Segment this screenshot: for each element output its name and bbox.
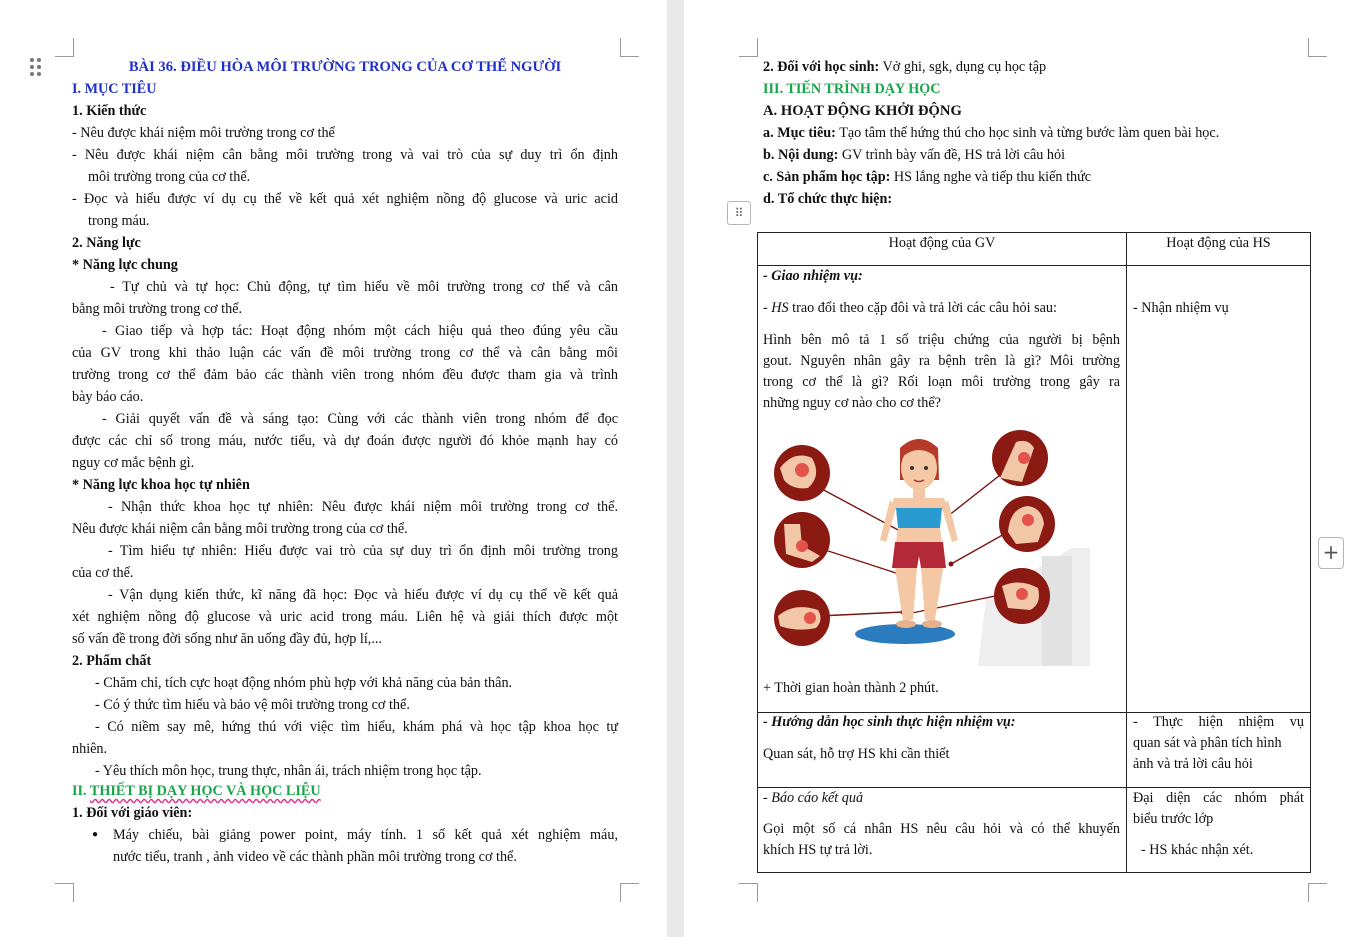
report-results-text-cont: khích HS tự trả lời. <box>763 842 873 858</box>
for-student-line <box>763 56 1046 78</box>
warmup-content-text: GV trình bày vấn đề, HS trả lời câu hỏi <box>838 147 1066 163</box>
student-perform-task-cont: ảnh và trả lời câu hỏi <box>1133 756 1253 772</box>
section-heading-equipment-title: THIẾT BỊ DẠY HỌC VÀ HỌC LIỆU <box>89 783 321 799</box>
warmup-objective-label: a. Mục tiêu: <box>763 125 836 141</box>
symptom-ankle-icon <box>774 512 830 568</box>
heading-science-competence: * Năng lực khoa học tự nhiên <box>72 477 250 493</box>
warmup-product-label: c. Sản phẩm học tập: <box>763 169 891 185</box>
symptom-elbow-icon <box>992 430 1048 486</box>
symptom-hand-icon <box>999 496 1055 552</box>
task-time-limit: + Thời gian hoàn thành 2 phút. <box>763 680 939 696</box>
symptom-toe-icon <box>774 590 830 646</box>
science-competence-1: - Nhận thức khoa học tự nhiên: Nêu được khái niệm môi trường trong cơ thể. <box>108 499 618 515</box>
symptom-wrist-icon <box>994 568 1050 624</box>
heading-knowledge: 1. Kiến thức <box>72 103 147 119</box>
guide-students-title: - Hướng dẫn học sinh thực hiện nhiệm vụ: <box>763 714 1016 730</box>
knowledge-item-2: - Nêu được khái niệm cân bằng môi trường trong và vai trò của sự duy trì ổn định <box>72 147 618 163</box>
person-figure <box>880 439 958 628</box>
task-assign-instruction <box>763 298 1057 319</box>
table-header-student: Hoạt động của HS <box>1166 235 1271 251</box>
knowledge-item-3: - Đọc và hiểu được ví dụ cụ thể về kết quả xét nghiệm nồng độ glucose và uric acid <box>72 191 618 207</box>
science-competence-3-cont: số vấn đề trong đời sống như ăn uống đầy đủ, hợp lí,... <box>72 631 382 647</box>
for-student-text: Vở ghi, sgk, dụng cụ học tập <box>879 59 1047 75</box>
warmup-objective-text: Tạo tâm thế hứng thú cho học sinh và từng bước làm quen bài học. <box>835 125 1220 141</box>
report-results-title: - Báo cáo kết quả <box>763 790 864 806</box>
student-report-cont: biểu trước lớp <box>1133 811 1214 827</box>
table-border <box>1126 232 1127 873</box>
bullet-icon: ● <box>92 829 99 840</box>
warmup-organization-label: d. Tổ chức thực hiện: <box>763 191 893 207</box>
science-competence-3-cont: xét nghiệm nồng độ glucose và uric acid trong máu. Liên hệ và giải thích được một <box>72 609 618 625</box>
task-question: những nguy cơ nào cho cơ thể? <box>763 395 941 411</box>
science-competence-3: - Vận dụng kiến thức, kĩ năng đã học: Đọc và hiểu được ví dụ cụ thể về kết quả <box>108 587 618 603</box>
student-receive-task: - Nhận nhiệm vụ <box>1133 300 1229 316</box>
task-assign-instruction-text: trao đổi theo cặp đôi và trả lời các câu hỏi sau: <box>788 300 1057 316</box>
general-competence-3: - Giải quyết vấn đề và sáng tạo: Cùng với các thành viên trong nhóm để đọc <box>102 411 618 427</box>
general-competence-2-cont: trường trong cơ thể đảm bảo các thành viên trong nhóm đều được tham gia và trình <box>72 367 618 383</box>
warmup-content <box>763 144 1065 166</box>
task-question: Hình bên mô tả 1 số triệu chứng của người bị bệnh <box>763 332 1120 348</box>
task-assign-title: - Giao nhiệm vụ: <box>763 268 863 284</box>
knowledge-item-1: - Nêu được khái niệm môi trường trong cơ thể <box>72 125 335 141</box>
general-competence-3-cont: nguy cơ mắc bệnh gì. <box>72 455 195 471</box>
general-competence-2: - Giao tiếp và hợp tác: Hoạt động nhóm một cách hiệu quả theo đúng yêu cầu <box>102 323 618 339</box>
guide-students-text: Quan sát, hỗ trợ HS khi cần thiết <box>763 746 950 762</box>
knowledge-item-2-cont: môi trường trong của cơ thể. <box>88 169 251 185</box>
section-heading-process: III. TIẾN TRÌNH DẠY HỌC <box>763 81 941 97</box>
science-competence-1-cont: Nêu được khái niệm cân bằng môi trường trong của cơ thể. <box>72 521 408 537</box>
student-perform-task: - Thực hiện nhiệm vụ <box>1133 714 1304 730</box>
heading-competence: 2. Năng lực <box>72 235 141 251</box>
heading-general-competence: * Năng lực chung <box>72 257 178 273</box>
science-competence-2: - Tìm hiểu tự nhiên: Hiểu được vai trò của sự duy trì ổn định môi trường trong <box>108 543 618 559</box>
for-student-label: 2. Đối với học sinh: <box>763 59 880 75</box>
margin-corner-mark <box>739 38 758 57</box>
general-competence-1-cont: bằng môi trường trong cơ thể. <box>72 301 243 317</box>
warmup-product-text: HS lắng nghe và tiếp thu kiến thức <box>890 169 1092 185</box>
student-comment: - HS khác nhận xét. <box>1141 842 1254 858</box>
report-results-text: Gọi một số cá nhân HS nêu câu hỏi và có thể khuyến <box>763 821 1120 837</box>
student-report: Đại diện các nhóm phát <box>1133 790 1304 806</box>
section-heading-equipment-number: II. <box>72 783 90 799</box>
student-perform-task-cont: quan sát và phân tích hình <box>1133 735 1282 751</box>
margin-corner-mark <box>620 883 639 902</box>
add-row-button[interactable]: + <box>1318 537 1344 569</box>
knowledge-item-3-cont: trong máu. <box>88 213 150 229</box>
warmup-objective <box>763 122 1219 144</box>
margin-corner-mark <box>620 38 639 57</box>
section-heading-objectives: I. MỤC TIÊU <box>72 81 157 97</box>
general-competence-2-cont: của GV trong khi thảo luận các vấn đề môi trường trong cơ thể và cân bằng môi <box>72 345 618 361</box>
margin-corner-mark <box>739 883 758 902</box>
block-drag-handle[interactable] <box>30 58 44 80</box>
heading-qualities: 2. Phẩm chất <box>72 653 152 669</box>
quality-item-3: - Có niềm say mê, hứng thú với việc tìm hiểu, khám phá và học tập khoa học tự <box>95 719 618 735</box>
table-border <box>1310 232 1311 873</box>
teacher-equipment-item-cont: nước tiểu, tranh , ảnh video về các thành phần môi trường trong cơ thể. <box>113 849 517 865</box>
task-assign-hs-prefix: - HS <box>763 300 789 316</box>
general-competence-3-cont: được các chỉ số trong máu, nước tiểu, và dự đoán được người đó khỏe mạnh hay có <box>72 433 618 449</box>
science-competence-2-cont: của cơ thể. <box>72 565 134 581</box>
general-competence-2-cont: bày báo cáo. <box>72 389 144 405</box>
warmup-content-label: b. Nội dung: <box>763 147 839 163</box>
document-page-left <box>0 0 667 937</box>
quality-item-1: - Chăm chỉ, tích cực hoạt động nhóm phù hợp với khả năng của bản thân. <box>95 675 513 691</box>
quality-item-3-cont: nhiên. <box>72 741 108 757</box>
margin-corner-mark <box>55 38 74 57</box>
quality-item-4: - Yêu thích môn học, trung thực, nhân ái, trách nhiệm trong học tập. <box>95 763 482 779</box>
gout-symptoms-illustration <box>772 428 1090 666</box>
task-question: trong cơ thể là gì? Rối loạn môi trường trong gây ra <box>763 374 1120 390</box>
margin-corner-mark <box>55 883 74 902</box>
quality-item-2: - Có ý thức tìm hiểu và bảo vệ môi trường trong cơ thể. <box>95 697 410 713</box>
lesson-title: BÀI 36. ĐIỀU HÒA MÔI TRƯỜNG TRONG CỦA CƠ THỂ NGƯỜI <box>128 59 562 75</box>
teacher-equipment-item: Máy chiếu, bài giảng power point, máy tính. 1 số kết quả xét nghiệm máu, <box>113 827 618 843</box>
table-border <box>757 232 758 873</box>
table-header-teacher: Hoạt động của GV <box>888 235 996 251</box>
general-competence-1: - Tự chủ và tự học: Chủ động, tự tìm hiểu về môi trường trong cơ thể và cân <box>110 279 618 295</box>
table-grip-handle[interactable]: ⠿ <box>727 201 751 225</box>
heading-for-teacher: 1. Đối với giáo viên: <box>72 805 193 821</box>
section-heading-equipment <box>72 780 321 802</box>
symptom-knee-icon <box>774 445 830 501</box>
heading-warmup-activity: A. HOẠT ĐỘNG KHỞI ĐỘNG <box>763 103 962 119</box>
margin-corner-mark <box>1308 38 1327 57</box>
task-question: gout. Nguyên nhân gây ra bệnh trên là gì? Môi trường <box>763 353 1120 369</box>
warmup-product <box>763 166 1091 188</box>
margin-corner-mark <box>1308 883 1327 902</box>
table-border <box>757 872 1311 873</box>
